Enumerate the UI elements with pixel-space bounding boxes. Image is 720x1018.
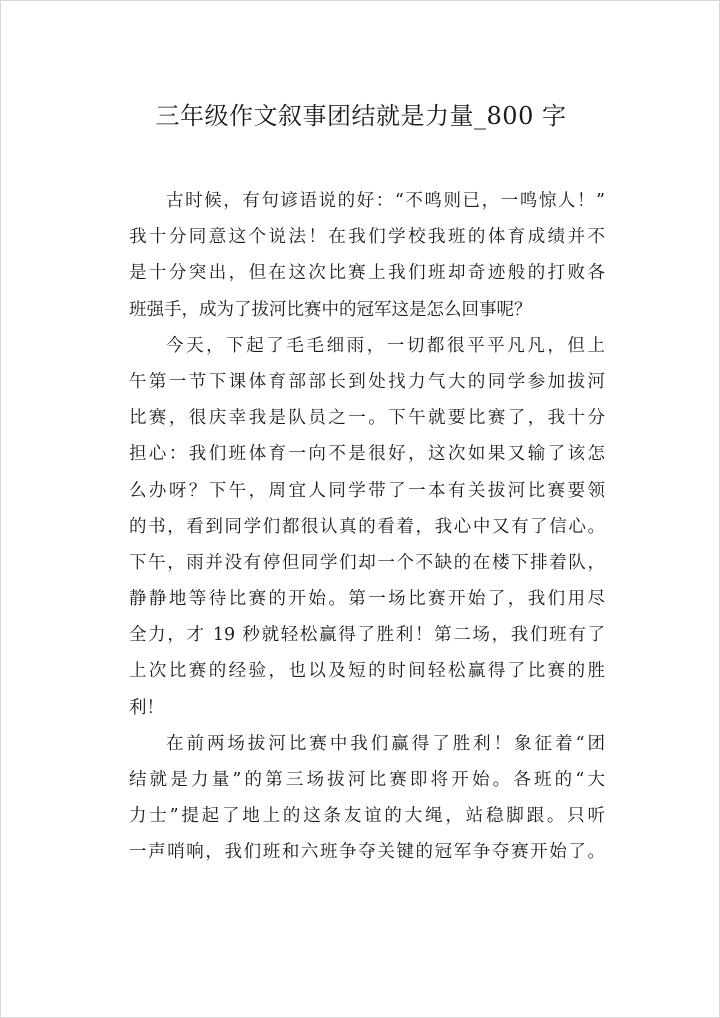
text-line: 力士”提起了地上的这条友谊的大绳，站稳脚跟。只听: [129, 806, 605, 827]
text-line: 我十分同意这个说法！在我们学校我班的体育成绩并不: [129, 227, 605, 248]
text-line: 上次比赛的经验，也以及短的时间轻松赢得了比赛的胜: [129, 661, 605, 682]
text-line: 古时候，有句谚语说的好：“不鸣则已，一鸣惊人！”: [166, 191, 605, 211]
text-line: 是十分突出，但在这次比赛上我们班却奇迹般的打败各: [129, 263, 605, 284]
text-line: 全力，才 19 秒就轻松赢得了胜利！第二场，我们班有了: [129, 625, 605, 646]
text-line: 利！: [129, 697, 164, 718]
text-line: 今天，下起了毛毛细雨，一切都很平平凡凡，但上: [166, 335, 605, 356]
text-line: 结就是力量”的第三场拔河比赛即将开始。各班的“大: [129, 770, 605, 790]
text-line: 午第一节下课体育部部长到处找力气大的同学参加拔河: [129, 371, 605, 392]
text-line: 的书，看到同学们都很认真的看着，我心中又有了信心。: [129, 516, 605, 537]
text-line: 担心：我们班体育一向不是很好，这次如果又输了该怎: [129, 444, 605, 465]
text-line: 么办呀？下午，周宜人同学带了一本有关拔河比赛要领: [129, 480, 605, 501]
text-line: 比赛，很庆幸我是队员之一。下午就要比赛了，我十分: [129, 408, 605, 429]
text-line: 一声哨响，我们班和六班争夺关键的冠军争夺赛开始了。: [129, 842, 605, 863]
text-line: 班强手，成为了拔河比赛中的冠军这是怎么回事呢？: [129, 299, 532, 320]
document-title: 三年级作文叙事团结就是力量_800 字: [155, 102, 567, 130]
document-body: [129, 183, 605, 871]
text-line: 在前两场拔河比赛中我们赢得了胜利！象征着“团: [166, 733, 605, 754]
text-line: 静静地等待比赛的开始。第一场比赛开始了，我们用尽: [129, 589, 605, 610]
text-line: 下午，雨并没有停但同学们却一个不缺的在楼下排着队，: [129, 552, 605, 573]
